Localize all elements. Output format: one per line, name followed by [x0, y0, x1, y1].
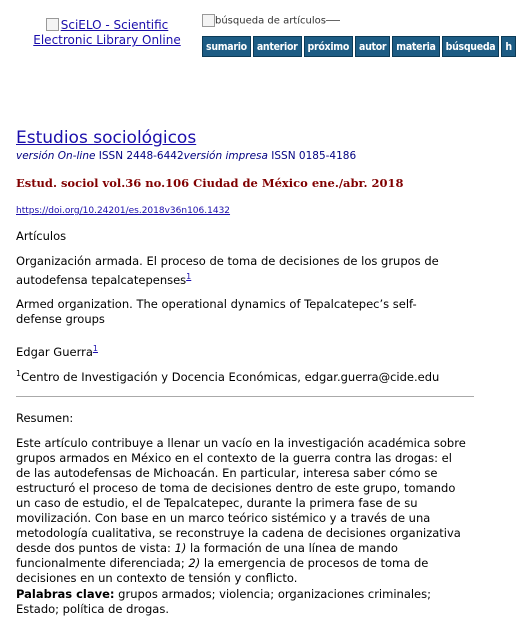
title-es-text: Organización armada. El proceso de toma de decisiones de los grupos de autodefensa tepalcatepenses	[16, 254, 439, 287]
citation: Estud. sociol vol.36 no.106 Ciudad de México ene./abr. 2018	[16, 176, 404, 190]
print-label: versión impresa	[183, 150, 268, 162]
footnote-ref[interactable]: 1	[92, 344, 98, 353]
author	[16, 341, 456, 360]
abstract-enum-2: 2)	[188, 556, 201, 570]
article-title-es	[16, 254, 456, 288]
issn-line	[16, 150, 356, 162]
journal-title-link[interactable]: Estudios sociológicos	[16, 128, 197, 148]
scielo-logo-link[interactable]	[22, 18, 192, 48]
print-issn: ISSN 0185-4186	[271, 150, 357, 162]
affiliation	[16, 366, 456, 385]
abstract-text-c: la emergencia de procesos de toma de decisiones en un contexto de tensión y conflicto.	[16, 556, 429, 585]
divider	[16, 396, 474, 397]
abstract	[16, 436, 468, 586]
abstract-text-b: la formación de una línea de mando funcionalmente diferenciada;	[16, 541, 398, 570]
keywords-label: Palabras clave:	[16, 587, 115, 601]
online-label: versión On-line	[16, 150, 96, 162]
proximo-button[interactable]: próximo	[304, 36, 353, 57]
affiliation-number: 1	[16, 369, 22, 378]
keywords-text-2: Estado; política de drogas.	[16, 602, 169, 616]
broken-image-icon	[202, 14, 215, 27]
autor-button[interactable]: autor	[355, 36, 390, 57]
logo-alt-text: SciELO - Scientific Electronic Library Online	[33, 18, 181, 47]
article-title-en: Armed organization. The operational dynamics of Tepalcatepec’s self-defense groups	[16, 297, 417, 326]
footnote-ref[interactable]: 1	[186, 272, 192, 281]
author-name: Edgar Guerra	[16, 344, 93, 359]
sumario-button[interactable]: sumario	[202, 36, 251, 57]
keywords-text: grupos armados; violencia; organizaciones criminales;	[118, 587, 431, 601]
online-issn: ISSN 2448-6442	[98, 150, 184, 162]
navigation-toolbar	[202, 36, 516, 57]
doi-link[interactable]: https://doi.org/10.24201/es.2018v36n106.1432	[16, 206, 231, 216]
resumen-label: Resumen:	[16, 411, 74, 425]
materia-button[interactable]: materia	[392, 36, 439, 57]
keywords	[16, 587, 486, 617]
broken-image-icon	[46, 18, 59, 31]
search-header	[202, 14, 340, 27]
busqueda-button[interactable]: búsqueda	[442, 36, 500, 57]
home-button[interactable]: h	[501, 36, 515, 57]
abstract-text-a: Este artículo contribuye a llenar un vacío en la investigación académica sobre grupos armados en México en el contexto de la guerra contra las drogas: el de las autodefensas de Michoacán. En particular, interesa saber cómo se estructuró el proceso de toma de decisiones dentro de este grupo, tomando un caso de estudio, el de Tepalcatepec, durante la primera fase de su movilización. Con base en un marco teórico sistémico y a través de una metodología cualitativa, se reconstruye la cadena de decisiones organizativa desde dos puntos de vista:	[16, 436, 466, 555]
search-label: búsqueda de artículos	[215, 15, 326, 27]
anterior-button[interactable]: anterior	[253, 36, 302, 57]
section-label: Artículos	[16, 229, 67, 243]
divider	[326, 20, 340, 21]
abstract-enum-1: 1)	[174, 541, 187, 555]
affiliation-text: Centro de Investigación y Docencia Económicas, edgar.guerra@cide.edu	[21, 369, 440, 384]
